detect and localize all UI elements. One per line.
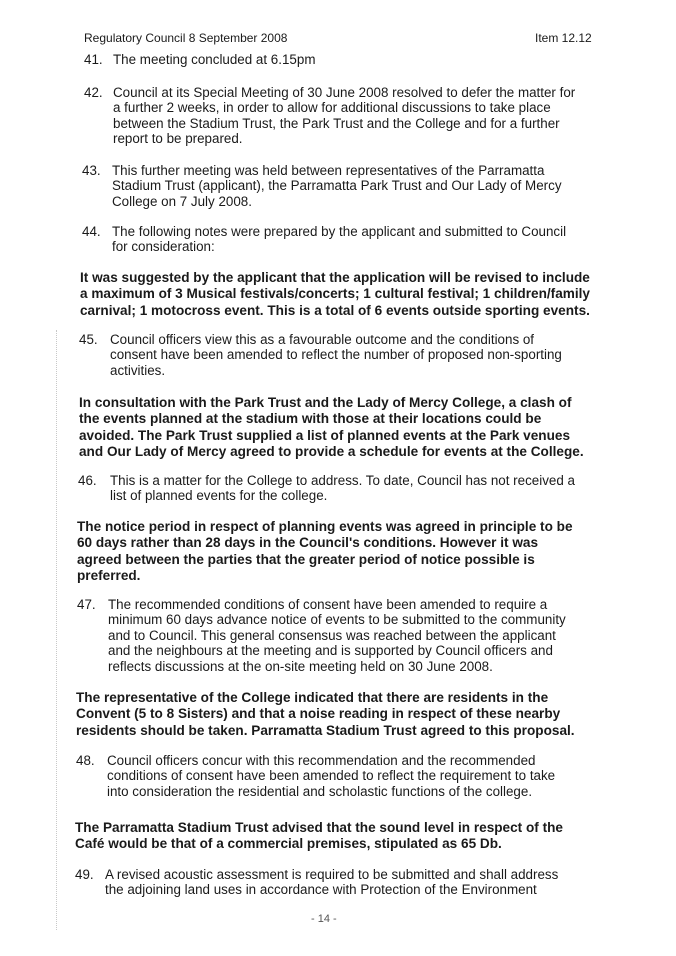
paragraph-text: Council officers concur with this recommendation and the recommended conditions of consent have been amended to reflect the requirement to take into consideration the residential and scholastic functions of the college. (107, 753, 556, 799)
paragraph-text: The following notes were prepared by the applicant and submitted to Council for consideration: (112, 224, 567, 255)
applicant-note-notice-period: The notice period in respect of planning events was agreed in principle to be 60 days rather than 28 days in the Council's conditions. However it was agreed between the parties that the greater period of notice possible is preferred. (77, 519, 573, 584)
paragraph-text: This is a matter for the College to address. To date, Council has not received a list of planned events for the college. (110, 473, 575, 504)
paragraph-text: Council at its Special Meeting of 30 June 2008 resolved to defer the matter for a further 2 weeks, in order to allow for additional discussions to take place between the Stadium Trust, the Park Trust and the College and for a further report to be prepared. (113, 85, 576, 147)
paragraph-text: This further meeting was held between representatives of the Parramatta Stadium Trust (applicant), the Parramatta Park Trust and Our Lady of Mercy College on 7 July 2008. (112, 163, 562, 209)
paragraph-number: 47. (77, 597, 96, 612)
paragraph-number: 46. (78, 473, 97, 488)
applicant-note-convent: The representative of the College indicated that there are residents in the Convent (5 to 8 Sisters) and that a noise reading in respect of these nearby residents should be taken. Parramatta Stadium Trust agreed to this proposal. (76, 690, 575, 738)
paragraph-text: A revised acoustic assessment is required to be submitted and shall address the adjoining land uses in accordance with Protection of the Environment (105, 867, 559, 898)
applicant-note-events: It was suggested by the applicant that the application will be revised to include a maximum of 3 Musical festivals/concerts; 1 cultural festival; 1 children/family carnival; 1 motocross event. This is a total of 6 events outside sporting events. (80, 270, 590, 318)
paragraph-number: 49. (75, 867, 94, 882)
paragraph-number: 45. (79, 332, 98, 347)
paragraph-number: 42. (84, 85, 103, 100)
paragraph-text: The meeting concluded at 6.15pm (113, 52, 316, 67)
margin-rule (56, 330, 57, 930)
paragraph-text: The recommended conditions of consent have been amended to require a minimum 60 days advance notice of events to be submitted to the community and to Council. This general consensus was reached between the applicant and the neighbours at the meeting and is supported by Council officers and reflects discussions at the on-site meeting held on 30 June 2008. (108, 597, 566, 674)
header-title: Regulatory Council 8 September 2008 (84, 31, 288, 45)
paragraph-text: Council officers view this as a favourable outcome and the conditions of consent have been amended to reflect the number of proposed non-sporting activities. (110, 332, 562, 378)
paragraph-number: 48. (76, 753, 95, 768)
page-number: - 14 - (311, 913, 337, 925)
applicant-note-consultation: In consultation with the Park Trust and the Lady of Mercy College, a clash of the events planned at the stadium with those at their locations could be avoided. The Park Trust supplied a list of planned events at the Park venues and Our Lady of Mercy agreed to provide a schedule for events at the College. (79, 395, 584, 460)
paragraph-number: 43. (82, 163, 101, 178)
header-item-number: Item 12.12 (535, 31, 592, 45)
paragraph-number: 41. (84, 52, 103, 67)
applicant-note-sound-level: The Parramatta Stadium Trust advised that the sound level in respect of the Café would be that of a commercial premises, stipulated as 65 Db. (75, 820, 563, 852)
paragraph-number: 44. (82, 224, 101, 239)
